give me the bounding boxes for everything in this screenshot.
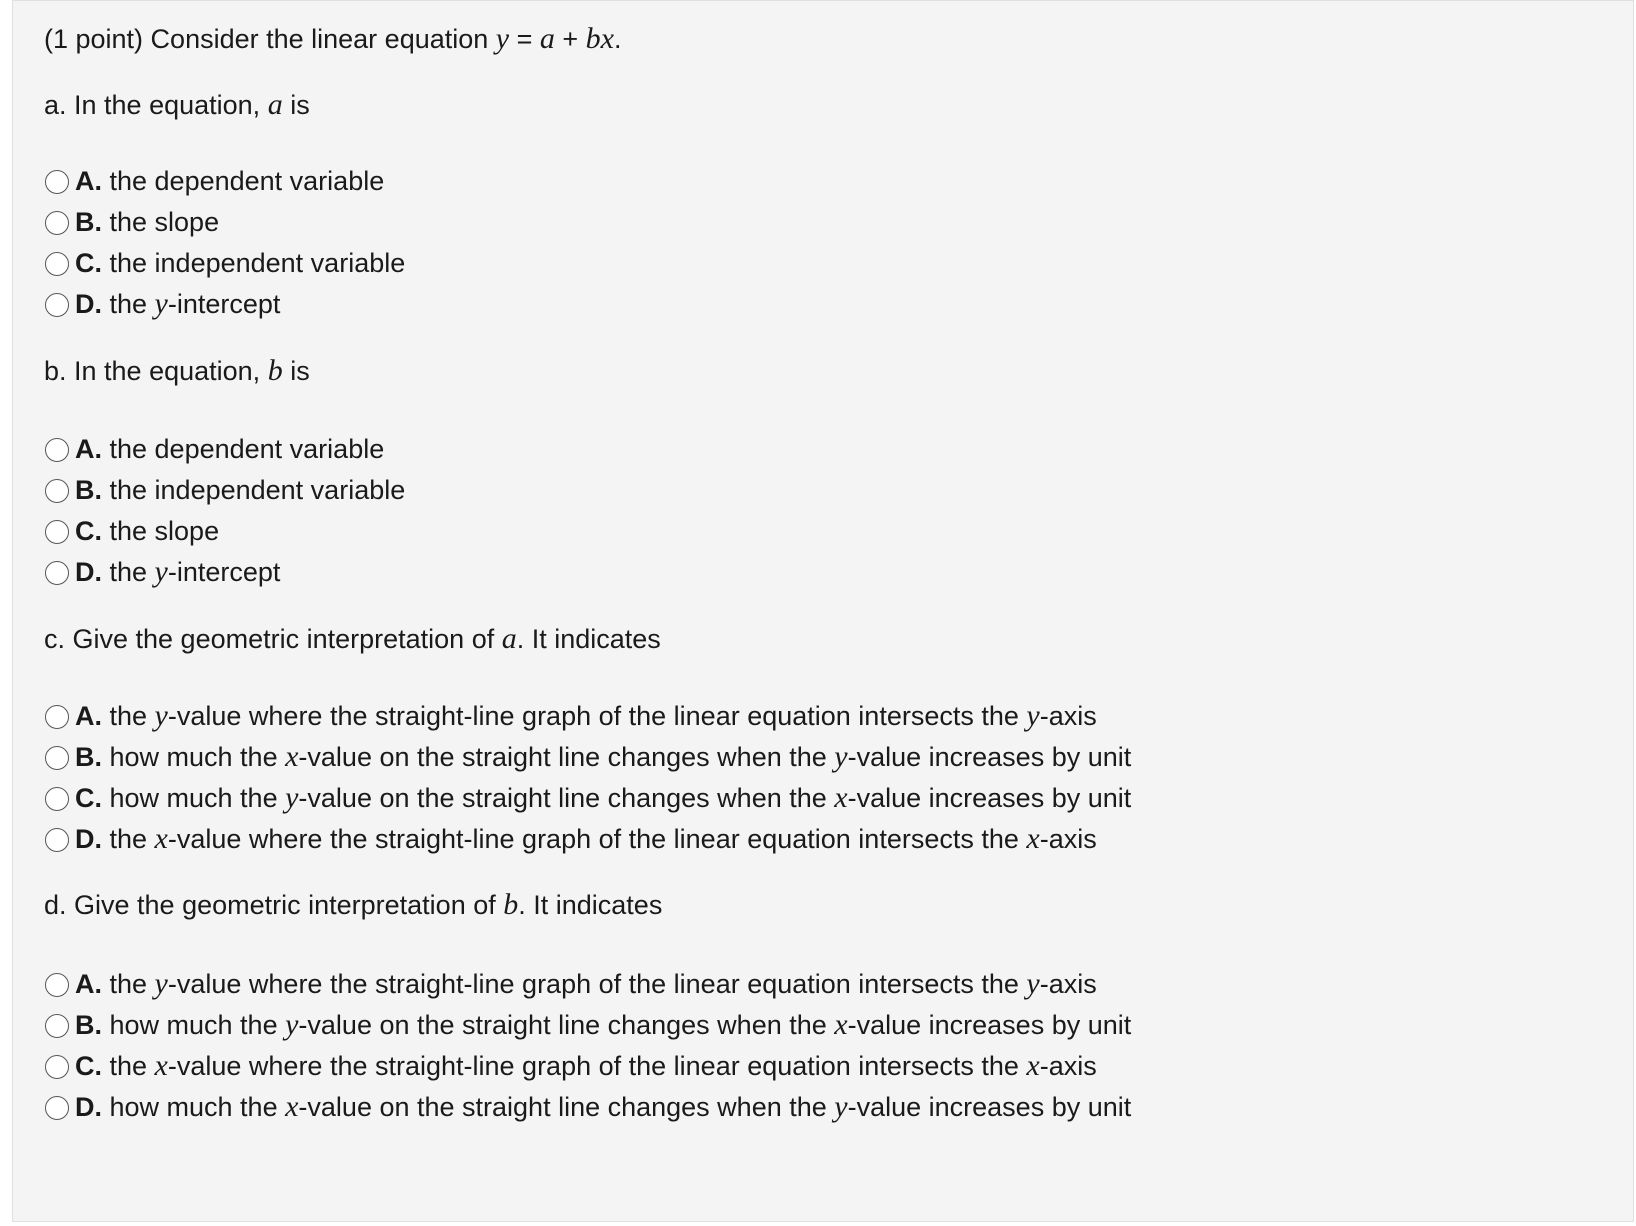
- math-var: y: [1026, 699, 1040, 732]
- option-letter: B.: [75, 742, 102, 772]
- math-var: a: [501, 622, 517, 655]
- option-letter: B.: [75, 475, 102, 505]
- option-label: [75, 781, 1131, 815]
- math-var: y: [834, 740, 848, 773]
- option-letter: D.: [75, 557, 102, 587]
- question-text: b. In the equation,: [44, 356, 268, 386]
- option-label: [75, 287, 280, 321]
- question-c-prompt: [44, 622, 661, 656]
- option-label: [75, 164, 384, 198]
- radio-button[interactable]: [45, 973, 69, 997]
- radio-button[interactable]: [45, 479, 69, 503]
- intro-prefix: (1 point) Consider the linear equation: [44, 24, 496, 54]
- math-var: x: [154, 822, 168, 855]
- option-text: -value where the straight-line graph of the linear equation intersects the: [167, 824, 1027, 854]
- math-var: a: [267, 88, 283, 121]
- option-text: -value on the straight line changes when the: [298, 742, 835, 772]
- option-label: [75, 514, 219, 548]
- option-letter: B.: [75, 1010, 102, 1040]
- option-text: the: [102, 1051, 155, 1081]
- radio-button[interactable]: [45, 170, 69, 194]
- option-letter: C.: [75, 783, 102, 813]
- radio-button[interactable]: [45, 828, 69, 852]
- radio-button[interactable]: [45, 520, 69, 544]
- option-letter: D.: [75, 824, 102, 854]
- math-var: x: [285, 1090, 299, 1123]
- radio-button[interactable]: [45, 787, 69, 811]
- option-text: -value on the straight line changes when the: [298, 783, 835, 813]
- math-var: x: [834, 1008, 848, 1041]
- question-text: c. Give the geometric interpretation of: [44, 624, 502, 654]
- question-text: a. In the equation,: [44, 90, 268, 120]
- option-letter: A.: [75, 701, 102, 731]
- option-text: -value where the straight-line graph of the linear equation intersects the: [167, 701, 1027, 731]
- option-text: the dependent variable: [102, 434, 385, 464]
- option-text: the: [102, 824, 155, 854]
- option-text: -intercept: [167, 557, 281, 587]
- math-var: b: [503, 888, 519, 921]
- math-var: y: [154, 699, 168, 732]
- option-letter: A.: [75, 969, 102, 999]
- option-label: [75, 822, 1097, 856]
- math-var: x: [1026, 822, 1040, 855]
- question-text: d. Give the geometric interpretation of: [44, 890, 504, 920]
- option-text: -axis: [1039, 969, 1097, 999]
- math-var-bx: bx: [585, 22, 614, 55]
- option-text: the independent variable: [102, 475, 406, 505]
- option-text: -value increases by unit: [847, 783, 1132, 813]
- option-letter: C.: [75, 516, 102, 546]
- option-letter: D.: [75, 289, 102, 319]
- option-text: -intercept: [167, 289, 281, 319]
- radio-button[interactable]: [45, 746, 69, 770]
- option-text: the independent variable: [102, 248, 406, 278]
- option-text: -value increases by unit: [847, 1092, 1132, 1122]
- option-label: [75, 1049, 1097, 1083]
- radio-button[interactable]: [45, 252, 69, 276]
- option-text: the: [102, 969, 155, 999]
- option-label: [75, 473, 405, 507]
- option-text: the dependent variable: [102, 166, 385, 196]
- math-var: b: [267, 354, 283, 387]
- math-var-y: y: [495, 22, 510, 55]
- option-text: -value increases by unit: [847, 742, 1132, 772]
- option-text: -axis: [1039, 701, 1097, 731]
- question-text: is: [282, 356, 310, 386]
- math-equals: =: [509, 24, 540, 54]
- option-text: -value on the straight line changes when the: [298, 1010, 835, 1040]
- question-b-prompt: [44, 354, 310, 388]
- math-var: x: [1026, 1049, 1040, 1082]
- option-label: [75, 246, 405, 280]
- question-text: is: [282, 90, 310, 120]
- radio-button[interactable]: [45, 561, 69, 585]
- option-label: [75, 740, 1131, 774]
- math-var: y: [285, 1008, 299, 1041]
- math-var: y: [1026, 967, 1040, 1000]
- option-text: -value increases by unit: [847, 1010, 1132, 1040]
- radio-button[interactable]: [45, 705, 69, 729]
- option-label: [75, 1008, 1131, 1042]
- radio-button[interactable]: [45, 438, 69, 462]
- option-text: the: [102, 557, 155, 587]
- radio-button[interactable]: [45, 1096, 69, 1120]
- math-var: y: [285, 781, 299, 814]
- math-var: x: [154, 1049, 168, 1082]
- option-label: [75, 205, 219, 239]
- option-letter: C.: [75, 1051, 102, 1081]
- problem-panel: [12, 0, 1634, 1222]
- option-letter: C.: [75, 248, 102, 278]
- math-var: y: [154, 287, 168, 320]
- radio-button[interactable]: [45, 1014, 69, 1038]
- math-var: x: [834, 781, 848, 814]
- question-a-prompt: [44, 88, 310, 122]
- option-text: how much the: [102, 1010, 286, 1040]
- math-plus: +: [554, 24, 586, 54]
- option-label: [75, 967, 1097, 1001]
- option-letter: A.: [75, 434, 102, 464]
- question-d-prompt: [44, 888, 662, 922]
- option-text: the slope: [102, 516, 220, 546]
- option-text: the: [102, 701, 155, 731]
- math-var-a: a: [539, 22, 555, 55]
- option-label: [75, 432, 384, 466]
- problem-statement: [44, 22, 622, 56]
- math-var: y: [154, 967, 168, 1000]
- option-text: how much the: [102, 1092, 286, 1122]
- option-text: how much the: [102, 742, 286, 772]
- option-letter: A.: [75, 166, 102, 196]
- option-text: -value where the straight-line graph of the linear equation intersects the: [167, 969, 1027, 999]
- radio-button[interactable]: [45, 1055, 69, 1079]
- question-text: . It indicates: [518, 890, 663, 920]
- option-text: -axis: [1039, 1051, 1097, 1081]
- intro-suffix: .: [614, 24, 622, 54]
- option-label: [75, 699, 1097, 733]
- option-label: [75, 555, 280, 589]
- option-text: -value on the straight line changes when the: [298, 1092, 835, 1122]
- math-var: x: [285, 740, 299, 773]
- option-text: -value where the straight-line graph of the linear equation intersects the: [167, 1051, 1027, 1081]
- math-var: y: [154, 555, 168, 588]
- option-letter: B.: [75, 207, 102, 237]
- option-text: how much the: [102, 783, 286, 813]
- math-var: y: [834, 1090, 848, 1123]
- option-text: the slope: [102, 207, 220, 237]
- option-label: [75, 1090, 1131, 1124]
- option-text: the: [102, 289, 155, 319]
- option-text: -axis: [1039, 824, 1097, 854]
- radio-button[interactable]: [45, 293, 69, 317]
- question-text: . It indicates: [516, 624, 661, 654]
- option-letter: D.: [75, 1092, 102, 1122]
- radio-button[interactable]: [45, 211, 69, 235]
